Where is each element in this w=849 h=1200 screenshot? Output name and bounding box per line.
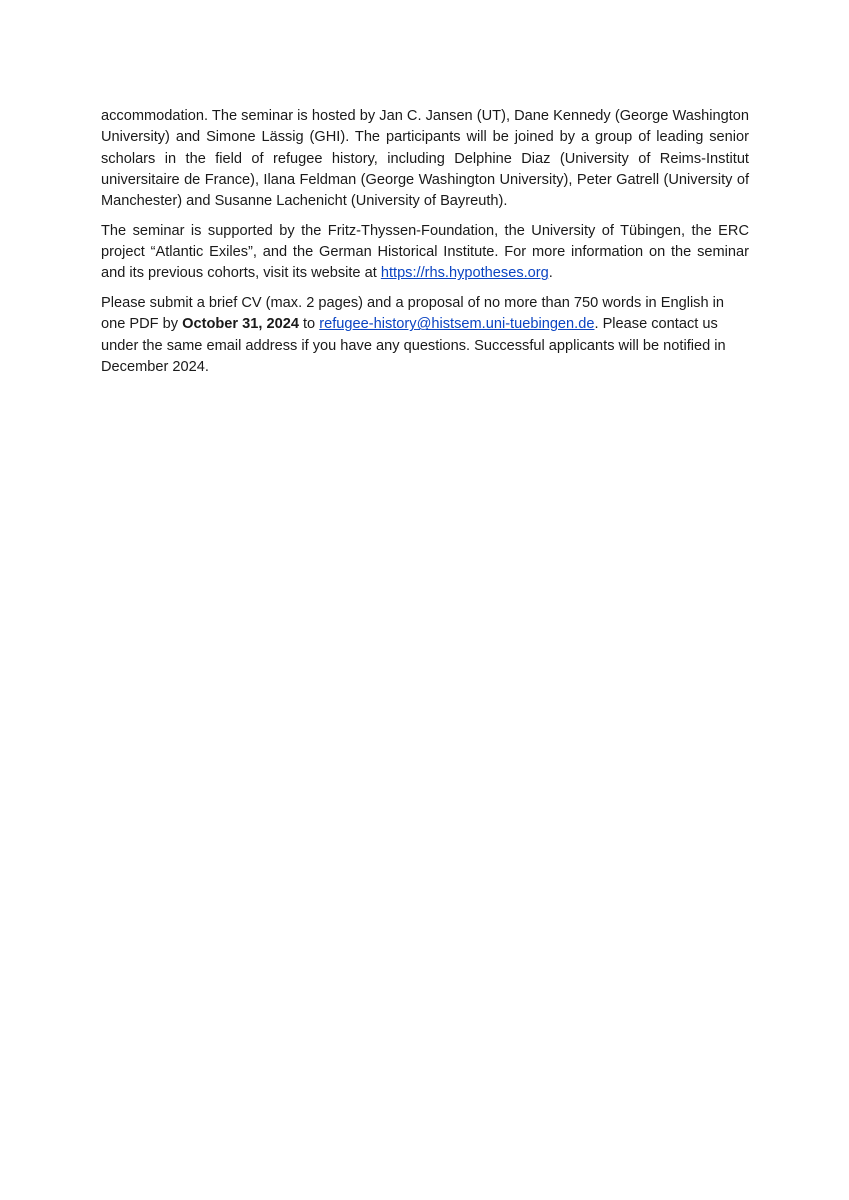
email-link[interactable]: refugee-history@histsem.uni-tuebingen.de <box>319 316 595 333</box>
deadline-date: October 31, 2024 <box>182 316 299 333</box>
paragraph-seminar-support-text: The seminar is supported by the Fritz-Thyssen-Foundation, the University of Tübingen, the ERC project “Atlantic Exiles”, and the German Historical Institute. For more information on the seminar and its previous cohorts, visit its website at <box>101 222 749 282</box>
website-link[interactable]: https://rhs.hypotheses.org <box>380 265 549 282</box>
paragraph-submission <box>101 293 749 378</box>
paragraph-submission-end: . Please contact us under the same email address if you have any questions. Successful applicants will be notified in December 2024. <box>101 316 726 376</box>
paragraph-seminar-support <box>101 221 749 285</box>
paragraph-seminar-support-end: . <box>548 265 553 282</box>
paragraph-submission-text: Please submit a brief CV (max. 2 pages) and a proposal of no more than 750 words in English in one PDF by <box>101 295 725 333</box>
paragraph-submission-to: to <box>298 316 320 333</box>
document-body <box>101 106 749 387</box>
paragraph-seminar-hosts <box>101 106 749 212</box>
paragraph-seminar-hosts-text: accommodation. The seminar is hosted by Jan C. Jansen (UT), Dane Kennedy (George Washington University) and Simone Lässig (GHI). The participants will be joined by a group of leading senior scholars in the field of refugee history, including Delphine Diaz (University of Reims-Institut universitaire de France), Ilana Feldman (George Washington University), Peter Gatrell (University of Manchester) and Susanne Lachenicht (University of Bayreuth). <box>101 108 749 210</box>
